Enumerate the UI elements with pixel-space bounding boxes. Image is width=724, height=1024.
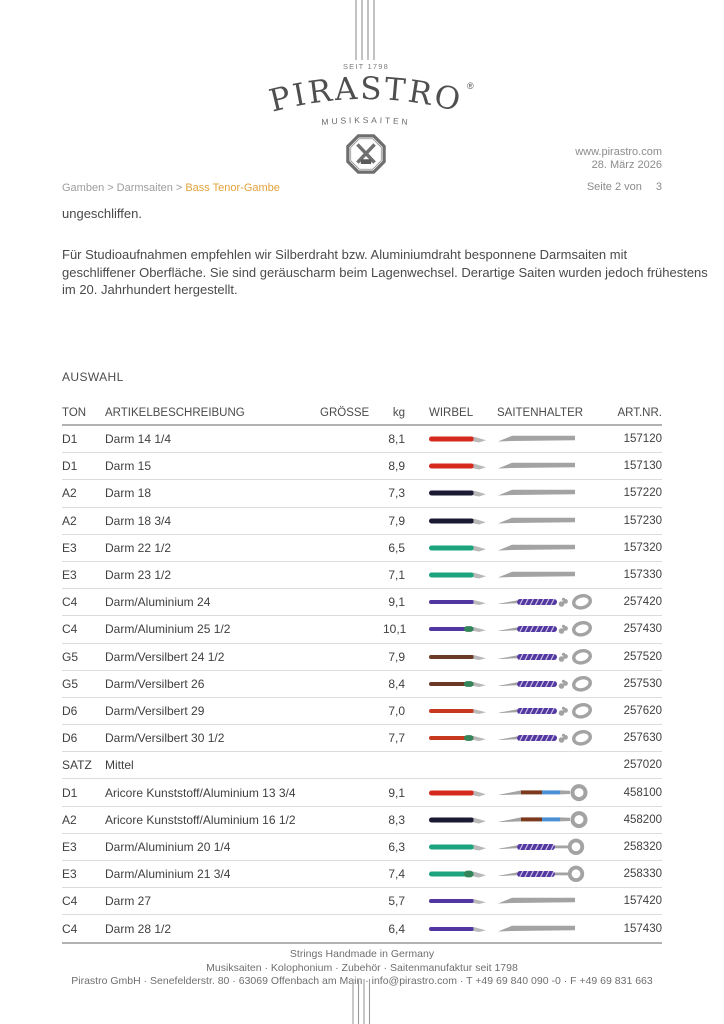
table-row <box>62 725 662 752</box>
registered-mark: ® <box>467 81 474 91</box>
artnr-cell: 257430 <box>623 623 662 636</box>
page-meta <box>575 146 662 194</box>
strings-ornament-top <box>4 0 724 60</box>
section-title: AUSWAHL <box>62 370 124 384</box>
website-link[interactable]: www.pirastro.com <box>575 146 662 158</box>
beschreibung-cell: Darm/Versilbert 29 <box>105 703 205 718</box>
saitenhalter-cell <box>497 729 615 747</box>
beschreibung-cell: Darm 23 1/2 <box>105 568 172 583</box>
ton-cell: SATZ <box>62 758 92 773</box>
wirbel-string-graphic <box>429 515 487 527</box>
page-label: Seite 2 von <box>586 181 642 193</box>
table-body <box>62 426 662 943</box>
kg-cell: 6,4 <box>388 921 405 936</box>
product-table <box>62 402 662 943</box>
breadcrumb <box>62 182 280 194</box>
table-row <box>62 508 662 535</box>
saitenhalter-cell <box>497 539 615 557</box>
wirbel-string-graphic <box>429 732 487 744</box>
wirbel-cell <box>429 705 497 717</box>
wirbel-cell <box>429 487 497 499</box>
saitenhalter-cell <box>497 702 615 720</box>
saitenhalter-string-graphic <box>497 920 597 938</box>
ton-cell: E3 <box>62 540 77 555</box>
beschreibung-cell: Darm 22 1/2 <box>105 540 172 555</box>
saitenhalter-cell <box>497 512 615 530</box>
table-row <box>62 807 662 834</box>
footer-line-1: Strings Handmade in Germany <box>289 948 435 960</box>
description-paragraph <box>62 246 708 299</box>
wirbel-cell <box>429 433 497 445</box>
kg-cell: 8,3 <box>388 812 405 827</box>
kg-cell: 6,3 <box>388 839 405 854</box>
beschreibung-cell: Darm/Aluminium 21 3/4 <box>105 867 231 882</box>
wirbel-cell <box>429 732 497 744</box>
date-label: 28. März 2026 <box>591 159 662 171</box>
saitenhalter-cell <box>497 675 615 693</box>
kg-cell: 10,1 <box>383 622 407 637</box>
wirbel-string-graphic <box>429 460 487 472</box>
wirbel-cell <box>429 651 497 663</box>
footer-line-3: Pirastro GmbH · Senefelderstr. 80 · 63069 Offenbach am Main · info@pirastro.com · T +49 69 840 090 -0 · F +49 69 831 663 <box>71 975 653 987</box>
saitenhalter-string-graphic <box>497 430 597 448</box>
beschreibung-cell: Darm/Aluminium 25 1/2 <box>105 622 231 637</box>
wirbel-string-graphic <box>429 814 487 826</box>
saitenhalter-string-graphic <box>497 892 597 910</box>
saitenhalter-cell <box>497 838 615 856</box>
beschreibung-cell: Darm/Versilbert 24 1/2 <box>105 649 225 664</box>
table-row <box>62 644 662 671</box>
wirbel-string-graphic <box>429 596 487 608</box>
beschreibung-cell: Darm 27 <box>105 894 152 909</box>
table-row <box>62 779 662 806</box>
ton-cell: E3 <box>62 568 77 583</box>
saitenhalter-string-graphic <box>497 457 597 475</box>
saitenhalter-cell <box>497 457 615 475</box>
logo-subtitle-text: MUSIKSAITEN <box>321 114 411 128</box>
kg-cell: 8,4 <box>388 676 405 691</box>
col-header-kg: kg <box>392 407 405 419</box>
artnr-cell: 458200 <box>623 813 662 826</box>
artnr-cell: 257630 <box>623 732 662 745</box>
wirbel-cell <box>429 678 497 690</box>
ton-cell: G5 <box>62 676 79 691</box>
artnr-cell: 258330 <box>623 868 662 881</box>
saitenhalter-string-graphic <box>497 729 597 747</box>
saitenhalter-cell <box>497 593 615 611</box>
col-header-artnr: ART.NR. <box>617 407 662 419</box>
logo-wordmark <box>4 71 724 119</box>
saitenhalter-string-graphic <box>497 811 597 829</box>
beschreibung-cell: Darm/Versilbert 26 <box>105 676 205 691</box>
saitenhalter-string-graphic <box>497 620 597 638</box>
logo-name-text: PIRASTRO <box>265 71 467 119</box>
saitenhalter-string-graphic <box>497 784 597 802</box>
ton-cell: D1 <box>62 432 78 447</box>
artnr-cell: 257020 <box>623 759 662 772</box>
artnr-cell: 257520 <box>623 650 662 663</box>
kg-cell: 9,1 <box>388 785 405 800</box>
table-row <box>62 453 662 480</box>
ton-cell: D1 <box>62 459 78 474</box>
table-row <box>62 861 662 888</box>
wirbel-cell <box>429 542 497 554</box>
saitenhalter-cell <box>497 648 615 666</box>
kg-cell: 8,1 <box>388 432 405 447</box>
wirbel-cell <box>429 460 497 472</box>
beschreibung-cell: Darm 15 <box>105 459 152 474</box>
table-row <box>62 698 662 725</box>
artnr-cell: 157220 <box>623 487 662 500</box>
col-header-groesse: GRÖSSE <box>320 407 370 419</box>
kg-cell: 5,7 <box>388 894 405 909</box>
saitenhalter-cell <box>497 620 615 638</box>
paragraph-line: Für Studioaufnahmen empfehlen wir Silberdraht bzw. Aluminiumdraht besponnene Darmsaiten mit <box>62 247 628 262</box>
wirbel-string-graphic <box>429 542 487 554</box>
saitenhalter-string-graphic <box>497 702 597 720</box>
ton-cell: A2 <box>62 486 77 501</box>
ton-cell: C4 <box>62 595 78 610</box>
artnr-cell: 157130 <box>623 460 662 473</box>
col-header-wirbel: WIRBEL <box>429 407 474 419</box>
artnr-cell: 157430 <box>623 922 662 935</box>
kg-cell: 6,5 <box>388 540 405 555</box>
table-row <box>62 915 662 942</box>
saitenhalter-string-graphic <box>497 512 597 530</box>
wirbel-cell <box>429 569 497 581</box>
kg-cell: 7,0 <box>388 703 405 718</box>
beschreibung-cell: Darm 28 1/2 <box>105 921 172 936</box>
ton-cell: C4 <box>62 622 78 637</box>
ton-cell: E3 <box>62 867 77 882</box>
strings-ornament-bottom <box>350 979 374 1024</box>
breadcrumb-item-gamben[interactable]: Gamben <box>62 182 105 194</box>
beschreibung-cell: Darm/Aluminium 24 <box>105 595 211 610</box>
saitenhalter-cell <box>497 566 615 584</box>
artnr-cell: 257420 <box>623 596 662 609</box>
col-header-ton: TON <box>62 407 87 419</box>
wirbel-cell <box>429 515 497 527</box>
artnr-cell: 458100 <box>623 786 662 799</box>
breadcrumb-separator: > <box>175 182 183 194</box>
breadcrumb-item-darmsaiten[interactable]: Darmsaiten <box>116 182 173 194</box>
beschreibung-cell: Aricore Kunststoff/Aluminium 16 1/2 <box>105 812 296 827</box>
page-indicator <box>575 181 662 194</box>
svg-text:PIRASTRO <box>266 71 466 119</box>
wirbel-string-graphic <box>429 841 487 853</box>
wirbel-string-graphic <box>429 569 487 581</box>
saitenhalter-string-graphic <box>497 675 597 693</box>
saitenhalter-cell <box>497 430 615 448</box>
artnr-cell: 157230 <box>623 514 662 527</box>
wirbel-string-graphic <box>429 651 487 663</box>
artnr-cell: 257620 <box>623 704 662 717</box>
wirbel-string-graphic <box>429 868 487 880</box>
table-row <box>62 562 662 589</box>
artnr-cell: 157120 <box>623 433 662 446</box>
beschreibung-cell: Darm 18 3/4 <box>105 513 172 528</box>
kg-cell: 7,9 <box>388 513 405 528</box>
page-number: 3 <box>655 181 662 193</box>
table-row <box>62 752 662 779</box>
kg-cell: 7,1 <box>388 568 405 583</box>
table-header-row <box>62 402 662 426</box>
kg-cell: 7,4 <box>388 867 405 882</box>
ton-cell: D6 <box>62 703 78 718</box>
col-header-artikelbeschreibung: ARTIKELBESCHREIBUNG <box>105 407 245 419</box>
svg-text:MUSIKSAITEN <box>321 115 411 127</box>
col-header-saitenhalter: SAITENHALTER <box>497 407 584 419</box>
ton-cell: D1 <box>62 785 78 800</box>
artnr-cell: 257530 <box>623 677 662 690</box>
saitenhalter-string-graphic <box>497 566 597 584</box>
footer-line-2: Musiksaiten · Kolophonium · Zubehör · Saitenmanufaktur seit 1798 <box>206 961 518 974</box>
ton-cell: C4 <box>62 921 78 936</box>
wirbel-string-graphic <box>429 433 487 445</box>
beschreibung-cell: Darm/Aluminium 20 1/4 <box>105 839 231 854</box>
kg-cell: 7,3 <box>388 486 405 501</box>
artnr-cell: 157420 <box>623 895 662 908</box>
artnr-cell: 157330 <box>623 569 662 582</box>
saitenhalter-cell <box>497 920 615 938</box>
saitenhalter-cell <box>497 811 615 829</box>
table-row <box>62 480 662 507</box>
wirbel-string-graphic <box>429 787 487 799</box>
intro-text: ungeschliffen. <box>62 206 142 221</box>
wirbel-string-graphic <box>429 705 487 717</box>
saitenhalter-string-graphic <box>497 593 597 611</box>
ton-cell: A2 <box>62 513 77 528</box>
artnr-cell: 157320 <box>623 541 662 554</box>
wirbel-cell <box>429 923 497 935</box>
beschreibung-cell: Aricore Kunststoff/Aluminium 13 3/4 <box>105 785 296 800</box>
table-row <box>62 426 662 453</box>
table-row <box>62 589 662 616</box>
wirbel-string-graphic <box>429 923 487 935</box>
beschreibung-cell: Darm 14 1/4 <box>105 432 172 447</box>
kg-cell: 7,7 <box>388 731 405 746</box>
beschreibung-cell: Darm/Versilbert 30 1/2 <box>105 731 225 746</box>
wirbel-cell <box>429 841 497 853</box>
wirbel-string-graphic <box>429 678 487 690</box>
ton-cell: A2 <box>62 812 77 827</box>
ton-cell: G5 <box>62 649 79 664</box>
breadcrumb-separator: > <box>107 182 114 194</box>
logo-subtitle <box>4 113 724 131</box>
wirbel-string-graphic <box>429 623 487 635</box>
saitenhalter-cell <box>497 865 615 883</box>
saitenhalter-cell <box>497 784 615 802</box>
table-row <box>62 834 662 861</box>
ton-cell: C4 <box>62 894 78 909</box>
saitenhalter-string-graphic <box>497 648 597 666</box>
saitenhalter-string-graphic <box>497 865 597 883</box>
table-row <box>62 616 662 643</box>
ton-cell: E3 <box>62 839 77 854</box>
saitenhalter-cell <box>497 892 615 910</box>
wirbel-cell <box>429 868 497 880</box>
table-row <box>62 671 662 698</box>
artnr-cell: 258320 <box>623 840 662 853</box>
ton-cell: D6 <box>62 731 78 746</box>
saitenhalter-string-graphic <box>497 838 597 856</box>
wirbel-cell <box>429 814 497 826</box>
paragraph-line: geschliffener Oberfläche. Sie sind geräuscharm beim Lagenwechsel. Derartige Saiten wurden jedoch frühestens <box>62 264 708 280</box>
wirbel-cell <box>429 895 497 907</box>
beschreibung-cell: Mittel <box>105 758 134 773</box>
logo-seit-1798: SEIT 1798 <box>342 62 390 71</box>
wirbel-string-graphic <box>429 895 487 907</box>
saitenhalter-cell <box>497 484 615 502</box>
wirbel-string-graphic <box>429 487 487 499</box>
table-row <box>62 535 662 562</box>
kg-cell: 9,1 <box>388 595 405 610</box>
wirbel-cell <box>429 596 497 608</box>
breadcrumb-item-current[interactable]: Bass Tenor-Gambe <box>185 182 280 194</box>
beschreibung-cell: Darm 18 <box>105 486 152 501</box>
wirbel-cell <box>429 787 497 799</box>
paragraph-line: im 20. Jahrhundert hergestellt. <box>62 282 238 297</box>
kg-cell: 8,9 <box>388 459 405 474</box>
kg-cell: 7,9 <box>388 649 405 664</box>
wirbel-cell <box>429 623 497 635</box>
table-row <box>62 888 662 915</box>
saitenhalter-string-graphic <box>497 539 597 557</box>
saitenhalter-string-graphic <box>497 484 597 502</box>
